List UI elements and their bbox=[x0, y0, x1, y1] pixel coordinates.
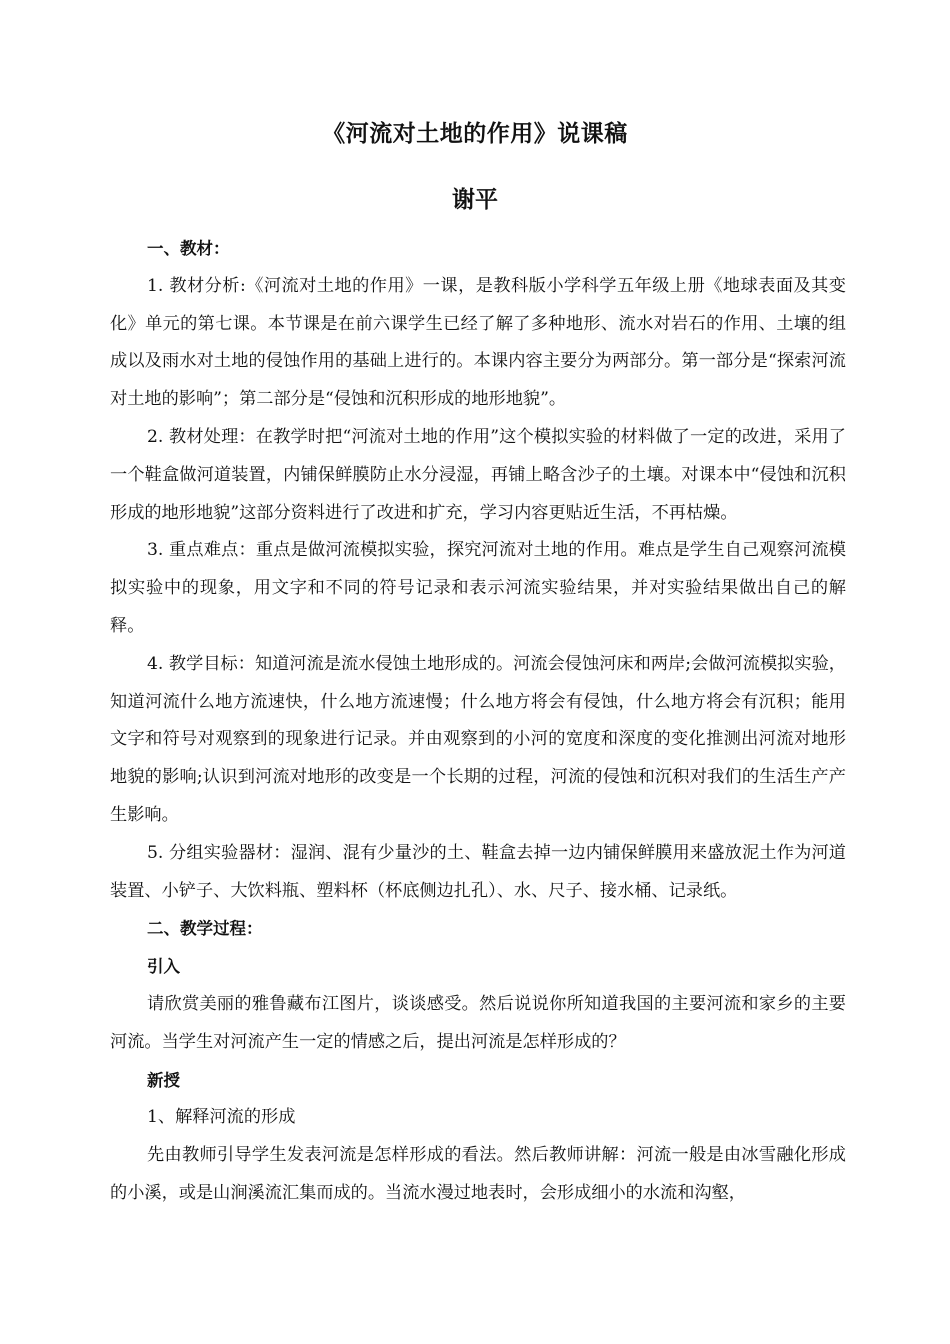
paragraph-intro: 请欣赏美丽的雅鲁藏布江图片，谈谈感受。然后说说你所知道我国的主要河流和家乡的主要河流。当学生对河流产生一定的情感之后，提出河流是怎样形成的？ bbox=[110, 993, 846, 1052]
paragraph-analysis: 1. 教材分析:《河流对土地的作用》一课，是教科版小学科学五年级上册《地球表面及其变化》单元的第七课。本节课是在前六课学生已经了解了多种地形、流水对岩石的作用、土壤的组成以及雨水对土地的侵蚀作用的基础上进行的。本课内容主要分为两部分。第一部分是“探索河流对土地的影响”；第二部分是“侵蚀和沉积形成的地形地貌”。 bbox=[110, 275, 846, 410]
paragraph-processing: 2. 教材处理：在教学时把“河流对土地的作用”这个模拟实验的材料做了一定的改进，采用了一个鞋盒做河道装置，内铺保鲜膜防止水分浸湿，再铺上略含沙子的土壤。对课本中“侵蚀和沉积形成的地形地貌”这部分资料进行了改进和扩充，学习内容更贴近生活，不再枯燥。 bbox=[110, 426, 846, 523]
paragraph-key-points: 3. 重点难点：重点是做河流模拟实验，探究河流对土地的作用。难点是学生自己观察河流模拟实验中的现象，用文字和不同的符号记录和表示河流实验结果，并对实验结果做出自己的解释。 bbox=[110, 540, 846, 636]
document-title: 《河流对土地的作用》说课稿 bbox=[322, 121, 628, 147]
subheading-new-lesson: 新授 bbox=[147, 1070, 180, 1090]
paragraph-river-formation: 先由教师引导学生发表河流是怎样形成的看法。然后教师讲解：河流一般是由冰雪融化形成的小溪，或是山涧溪流汇集而成的。当流水漫过地表时，会形成细小的水流和沟壑， bbox=[110, 1145, 846, 1203]
section-heading-process: 二、教学过程： bbox=[147, 919, 263, 939]
subheading-river-formation: 1、解释河流的形成 bbox=[147, 1107, 296, 1128]
section-heading-materials: 一、教材： bbox=[147, 239, 230, 258]
document-author: 谢平 bbox=[452, 187, 498, 213]
paragraph-objectives: 4. 教学目标：知道河流是流水侵蚀土地形成的。河流会侵蚀河床和两岸;会做河流模拟实验，知道河流什么地方流速快，什么地方流速慢；什么地方将会有侵蚀，什么地方将会有沉积；能用文字和符号对观察到的现象进行记录。并由观察到的小河的宽度和深度的变化推测出河流对地形地貌的影响;认识到河流对地形的改变是一个长期的过程，河流的侵蚀和沉积对我们的生活生产产生影响。 bbox=[110, 653, 847, 825]
subheading-intro: 引入 bbox=[147, 957, 180, 977]
document-body bbox=[110, 230, 846, 1213]
paragraph-equipment: 5. 分组实验器材：湿润、混有少量沙的土、鞋盒去掉一边内铺保鲜膜用来盛放泥土作为河道装置、小铲子、大饮料瓶、塑料杯（杯底侧边扎孔）、水、尺子、接水桶、记录纸。 bbox=[110, 842, 846, 901]
